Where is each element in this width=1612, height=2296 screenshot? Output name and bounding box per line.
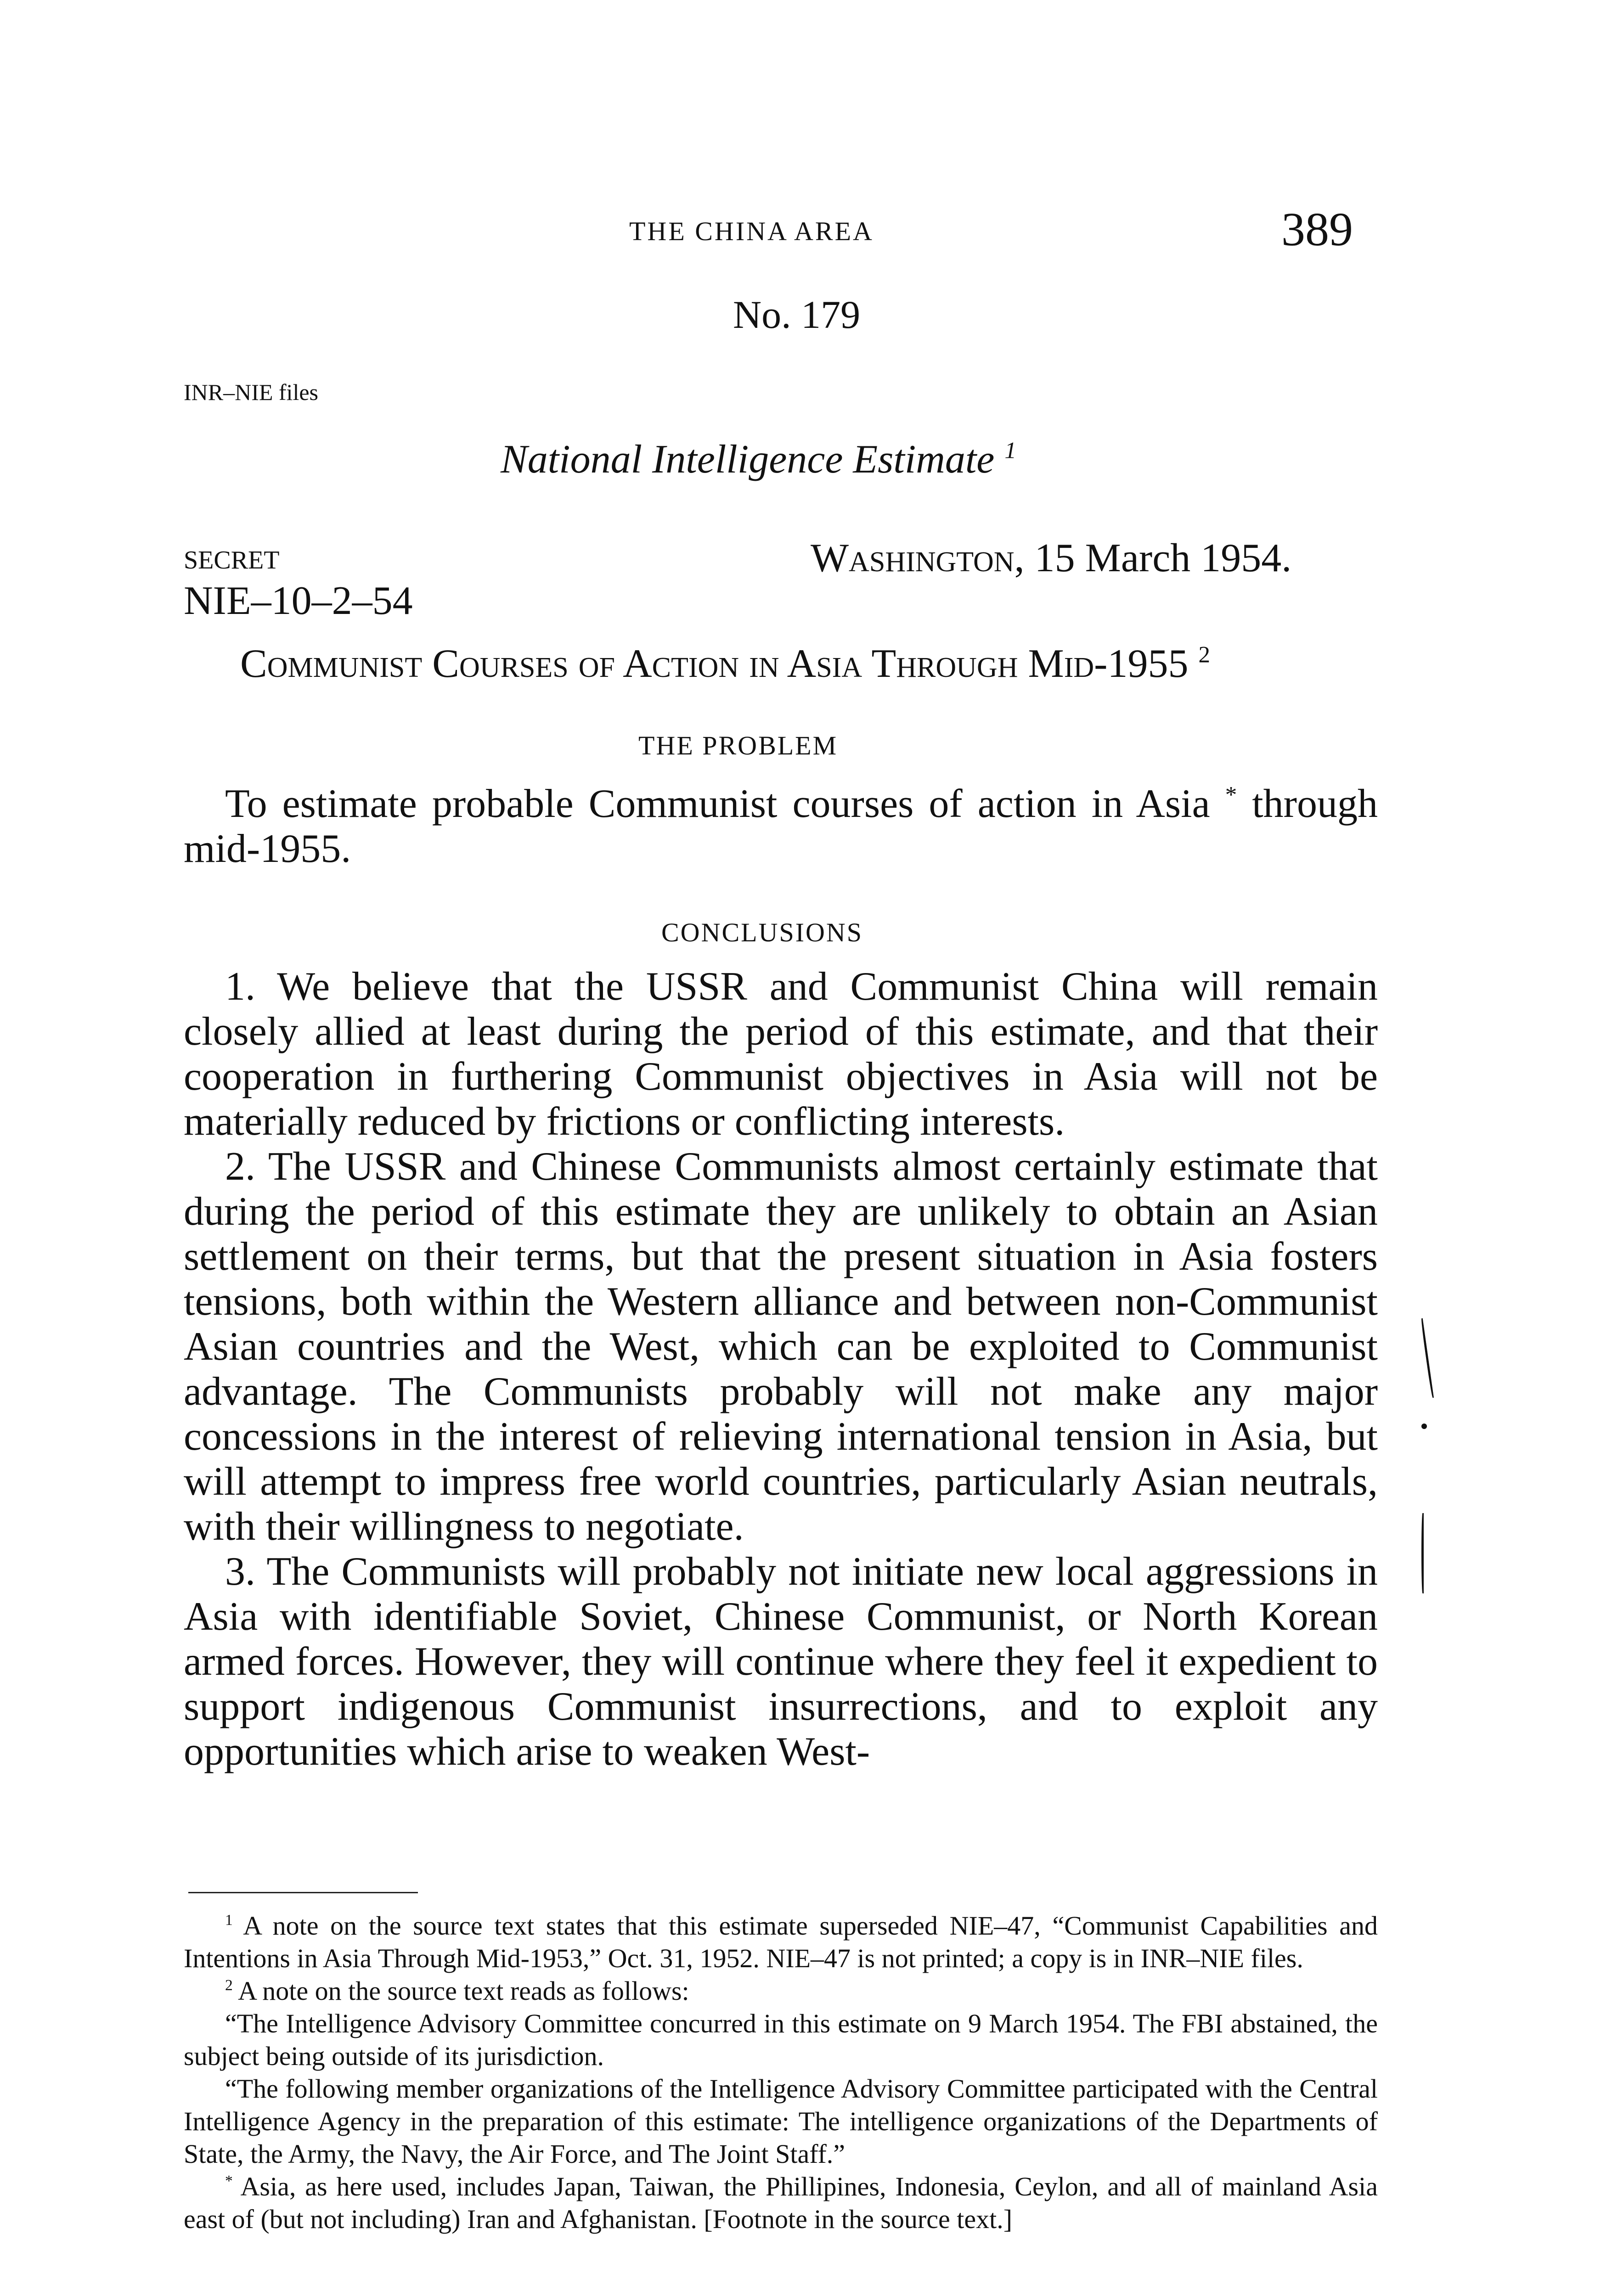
conclusion-paragraph-3: 3. The Communists will probably not initiate new local aggressions in Asia with identifiable Soviet, Chinese Communist, or North Korean armed forces. However, they will continue where they feel it expedient to support indigenous Communist insurrections, and to exploit any opportunities which arise to weaken West- (184, 1549, 1378, 1774)
document-number: No. 179 (733, 293, 861, 337)
conclusion-paragraph-2: 2. The USSR and Chinese Communists almost certainly estimate that during the period of this estimate they are unlikely to obtain an Asian settlement on their terms, but that the present situation in Asia fosters tensions, both within the Western alliance and between non-Communist Asian countries and the West, which can be exploited to Communist advantage. The Communists probably will not make any major concessions in the interest of relieving international tension in Asia, but will attempt to impress free world countries, particularly Asian neutrals, with their willingness to negotiate. (184, 1144, 1378, 1549)
problem-paragraph (184, 782, 1378, 872)
footnote-divider (188, 1892, 418, 1893)
footnote-2 (184, 1975, 1378, 2007)
footnotes (184, 1909, 1378, 2235)
document-title-text: Communist Courses of Action in Asia Through Mid-1955 (240, 642, 1189, 686)
problem-text-main: To estimate probable Communist courses of action in Asia (225, 782, 1210, 826)
document-type-text: National Intelligence Estimate (501, 437, 995, 482)
dateline-date: , 15 March 1954. (1014, 536, 1292, 580)
footnote-text-5: Asia, as here used, includes Japan, Taiwan, the Phillipines, Indonesia, Ceylon, and all of mainland Asia east of (but not including) Iran and Afghanistan. [Footnote in the source text.] (184, 2172, 1378, 2234)
document-id: NIE–10–2–54 (184, 579, 413, 623)
source-note: INR–NIE files (184, 379, 318, 405)
dateline (811, 535, 1291, 581)
footnote-text-3: “The Intelligence Advisory Committee concurred in this estimate on 9 March 1954. The FBI abstained, the subject being outside of its jurisdiction. (184, 2009, 1378, 2071)
document-title (240, 641, 1210, 687)
dateline-place: Washington (811, 536, 1015, 580)
footnote-marker-2: 2 (225, 1977, 233, 1994)
margin-dot (1421, 1424, 1427, 1429)
footnote-2-quote-1 (184, 2007, 1378, 2072)
problem-text-end: through mid-1955. (184, 782, 1378, 871)
margin-mark-upper (1420, 1318, 1434, 1398)
conclusions-body (184, 964, 1378, 1774)
footnote-text-1: A note on the source text states that this estimate superseded NIE–47, “Communist Capabilities and Intentions in Asia Through Mid-1953,” Oct. 31, 1952. NIE–47 is not printed; a copy is in INR–NIE files. (184, 1911, 1378, 1973)
footnote-ref-2: 2 (1198, 642, 1210, 668)
conclusion-paragraph-1: 1. We believe that the USSR and Communist China will remain closely allied at least during the period of this estimate, and that their cooperation in furthering Communist objectives in Asia will not be materially reduced by frictions or conflicting interests. (184, 964, 1378, 1144)
footnote-marker-star: * (225, 2172, 233, 2190)
footnote-marker-1: 1 (225, 1912, 233, 1929)
footnote-star (184, 2170, 1378, 2235)
footnote-ref-1: 1 (1004, 438, 1016, 464)
running-title: THE CHINA AREA (629, 216, 874, 246)
margin-mark-lower (1421, 1513, 1424, 1593)
footnote-1 (184, 1909, 1378, 1975)
document-type (501, 436, 1016, 483)
footnote-2-quote-2 (184, 2072, 1378, 2170)
conclusions-heading: CONCLUSIONS (661, 917, 863, 947)
problem-text (184, 782, 1378, 872)
footnote-ref-star: * (1225, 782, 1237, 808)
classification: SECRET (184, 546, 280, 574)
page-number: 389 (1281, 203, 1353, 256)
problem-heading: THE PROBLEM (638, 731, 838, 760)
footnote-text-2: A note on the source text reads as follows: (232, 1976, 689, 2006)
footnote-text-4: “The following member organizations of the Intelligence Advisory Committee participated with the Central Intelligence Agency in the preparation of this estimate: The intelligence organizations of the Departments of State, the Army, the Navy, the Air Force, and The Joint Staff.” (184, 2074, 1378, 2169)
